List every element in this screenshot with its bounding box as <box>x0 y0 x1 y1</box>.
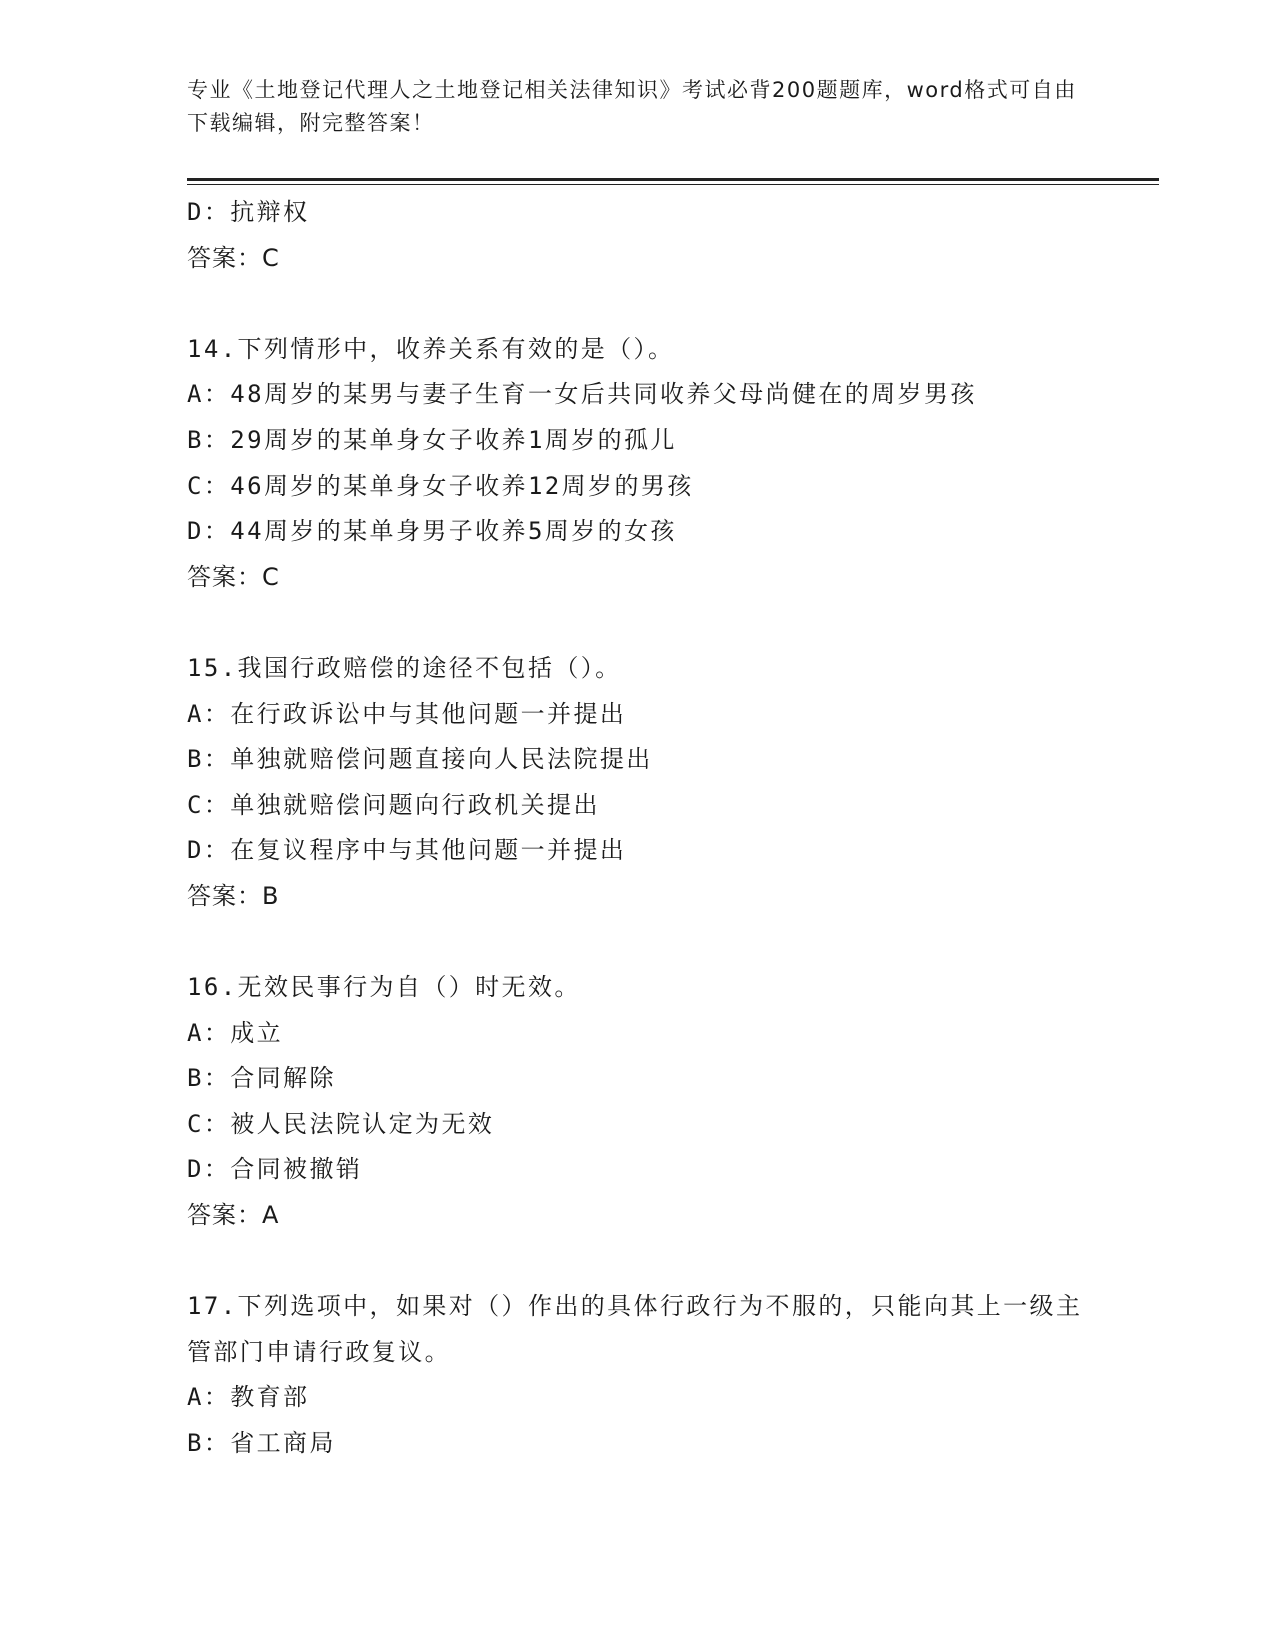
option-a: A：教育部 <box>187 1383 310 1412</box>
option-c: C：单独就赔偿问题向行政机关提出 <box>187 790 600 819</box>
question-17 <box>187 1284 1087 1466</box>
header-rule-thin <box>187 184 1159 185</box>
option-a: A：成立 <box>187 1018 284 1047</box>
question-list <box>187 190 1087 1467</box>
answer-line: 答案：C <box>187 243 280 272</box>
option-a: A：48周岁的某男与妻子生育一女后共同收养父母尚健在的周岁男孩 <box>187 380 977 409</box>
question-stem: 16.无效民事行为自（）时无效。 <box>187 973 581 1002</box>
question-stem: 17.下列选项中，如果对（）作出的具体行政行为不服的，只能向其上一级主管部门申请行政复议。 <box>187 1292 1083 1366</box>
option-c: C：被人民法院认定为无效 <box>187 1109 495 1138</box>
option-b: B：合同解除 <box>187 1064 336 1093</box>
answer-line: 答案：C <box>187 562 280 591</box>
question-stem: 15.我国行政赔偿的途径不包括（）。 <box>187 653 622 682</box>
question-stem: 14.下列情形中，收养关系有效的是（）。 <box>187 334 675 363</box>
document-header: 专业《土地登记代理人之土地登记相关法律知识》考试必背200题题库，word格式可自由下载编辑，附完整答案！ <box>187 78 1077 135</box>
question-16 <box>187 965 1087 1239</box>
option-b: B：省工商局 <box>187 1429 336 1458</box>
option-b: B：29周岁的某单身女子收养1周岁的孤儿 <box>187 425 677 454</box>
question-14 <box>187 327 1087 601</box>
option-d: D：合同被撤销 <box>187 1155 363 1184</box>
question-15 <box>187 646 1087 920</box>
option-a: A：在行政诉讼中与其他问题一并提出 <box>187 699 627 728</box>
option-d: D：在复议程序中与其他问题一并提出 <box>187 836 627 865</box>
option-d: D：44周岁的某单身男子收养5周岁的女孩 <box>187 517 677 546</box>
header-rule-thick <box>187 178 1159 181</box>
option-d: D：抗辩权 <box>187 198 310 226</box>
option-b: B：单独就赔偿问题直接向人民法院提出 <box>187 745 653 774</box>
option-c: C：46周岁的某单身女子收养12周岁的男孩 <box>187 471 694 500</box>
answer-line: 答案：B <box>187 881 280 910</box>
answer-line: 答案：A <box>187 1201 280 1230</box>
